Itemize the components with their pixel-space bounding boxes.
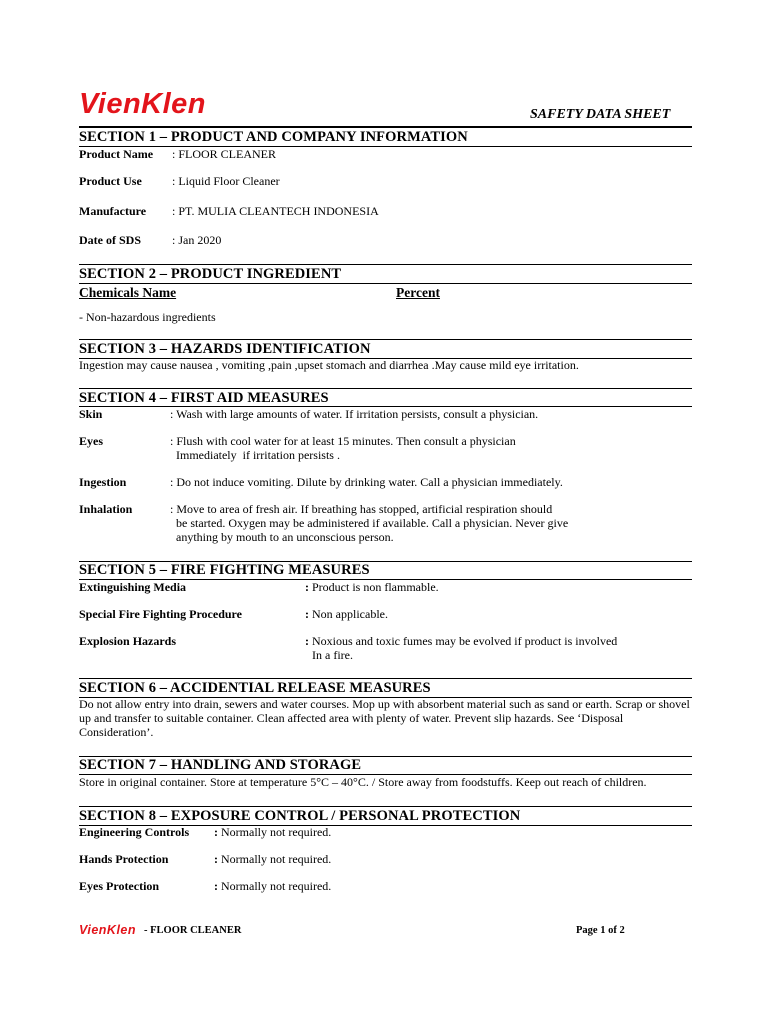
section-7-title: SECTION 7 – HANDLING AND STORAGE <box>79 757 362 773</box>
brand-logo: VienKlen <box>79 88 207 120</box>
ingredient-item: - Non-hazardous ingredients <box>79 310 216 324</box>
footer-product: - FLOOR CLEANER <box>144 925 242 936</box>
eyes-label: Eyes <box>79 434 103 448</box>
engineering-controls-colon: : <box>214 825 218 839</box>
section-8-top-rule <box>79 806 692 807</box>
product-use-value: : Liquid Floor Cleaner <box>172 174 280 188</box>
section-6-top-rule <box>79 678 692 679</box>
eyes-value-line-1: : Flush with cool water for at least 15 minutes. Then consult a physician <box>170 434 516 448</box>
page-number: Page 1 of 2 <box>576 925 625 936</box>
section-6-title: SECTION 6 – ACCIDENTIAL RELEASE MEASURES <box>79 680 431 696</box>
hands-protection-value: Normally not required. <box>221 852 332 866</box>
manufacture-value: : PT. MULIA CLEANTECH INDONESIA <box>172 204 379 218</box>
section-4-title: SECTION 4 – FIRST AID MEASURES <box>79 390 329 406</box>
manufacture-label: Manufacture <box>79 204 147 218</box>
inhalation-value-line-3: anything by mouth to an unconscious person. <box>170 530 394 544</box>
extinguishing-media-label: Extinguishing Media <box>79 580 187 594</box>
ingestion-value: : Do not induce vomiting. Dilute by drinking water. Call a physician immediately. <box>170 475 563 489</box>
special-fire-procedure-colon: : <box>305 607 309 621</box>
engineering-controls-value: Normally not required. <box>221 825 332 839</box>
section-3-top-rule <box>79 339 692 340</box>
section-3-title: SECTION 3 – HAZARDS IDENTIFICATION <box>79 341 371 357</box>
section-5-title: SECTION 5 – FIRE FIGHTING MEASURES <box>79 562 370 578</box>
ingestion-label: Ingestion <box>79 475 127 489</box>
section-8-title: SECTION 8 – EXPOSURE CONTROL / PERSONAL PROTECTION <box>79 808 521 824</box>
footer-brand: VienKlen <box>79 923 137 937</box>
extinguishing-media-value: Product is non flammable. <box>312 580 439 594</box>
percent-header: Percent <box>396 285 440 300</box>
hazards-text: Ingestion may cause nausea , vomiting ,pain ,upset stomach and diarrhea .May cause mild eye irritation. <box>79 358 579 372</box>
date-of-sds-value: : Jan 2020 <box>172 233 222 247</box>
date-of-sds-label: Date of SDS <box>79 233 141 247</box>
explosion-hazards-colon: : <box>305 634 309 648</box>
explosion-hazards-value-line-1: Noxious and toxic fumes may be evolved if product is involved <box>312 634 618 648</box>
section-2-top-rule <box>79 264 692 265</box>
eyes-protection-label: Eyes Protection <box>79 879 160 893</box>
explosion-hazards-value-line-2: In a fire. <box>312 648 353 662</box>
skin-label: Skin <box>79 407 103 421</box>
handling-storage-text: Store in original container. Store at temperature 5°C – 40°C. / Store away from foodstuffs. Keep out reach of children. <box>79 775 647 789</box>
section-2-title: SECTION 2 – PRODUCT INGREDIENT <box>79 266 342 282</box>
section-4-top-rule <box>79 388 692 389</box>
special-fire-procedure-value: Non applicable. <box>312 607 388 621</box>
inhalation-label: Inhalation <box>79 502 133 516</box>
document-title: SAFETY DATA SHEET <box>530 107 671 122</box>
section-1-title: SECTION 1 – PRODUCT AND COMPANY INFORMATION <box>79 129 468 145</box>
eyes-value-line-2: Immediately if irritation persists . <box>170 448 340 462</box>
skin-value: : Wash with large amounts of water. If irritation persists, consult a physician. <box>170 407 539 421</box>
product-use-label: Product Use <box>79 174 142 188</box>
hands-protection-colon: : <box>214 852 218 866</box>
inhalation-value-line-1: : Move to area of fresh air. If breathing has stopped, artificial respiration should <box>170 502 553 516</box>
explosion-hazards-label: Explosion Hazards <box>79 634 177 648</box>
header-divider <box>79 126 692 128</box>
extinguishing-media-colon: : <box>305 580 309 594</box>
section-1-rule <box>79 146 692 147</box>
eyes-protection-colon: : <box>214 879 218 893</box>
engineering-controls-label: Engineering Controls <box>79 825 190 839</box>
section-2-rule <box>79 283 692 284</box>
special-fire-procedure-label: Special Fire Fighting Procedure <box>79 607 242 621</box>
product-name-label: Product Name <box>79 147 154 161</box>
inhalation-value-line-2: be started. Oxygen may be administered if available. Call a physician. Never give <box>170 516 569 530</box>
product-name-value: : FLOOR CLEANER <box>172 147 277 161</box>
eyes-protection-value: Normally not required. <box>221 879 332 893</box>
chemicals-name-header: Chemicals Name <box>79 285 177 300</box>
accidental-release-text: Do not allow entry into drain, sewers and water courses. Mop up with absorbent material such as sand or earth. Scrap or shovel up and transfer to suitable container. Clean affected area with plenty of water. Prevent slip hazards. See ‘Disposal Consideration’. <box>79 697 690 739</box>
hands-protection-label: Hands Protection <box>79 852 169 866</box>
